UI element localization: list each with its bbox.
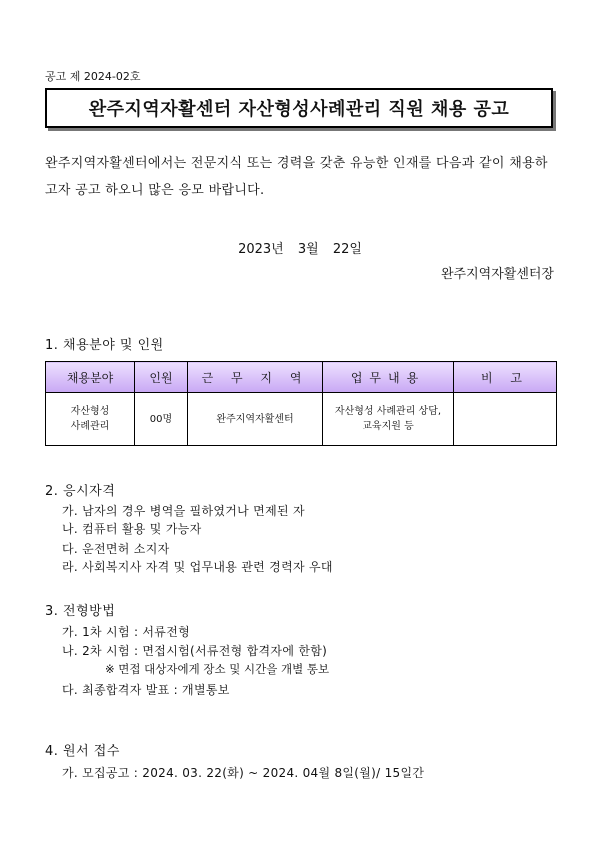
list-item: 가. 남자의 경우 병역을 필하였거나 면제된 자 — [62, 504, 305, 518]
cell-note — [454, 393, 557, 446]
cell-field — [46, 393, 135, 446]
section-2-title: 2. 응시자격 — [45, 484, 116, 499]
section-1-title: 1. 채용분야 및 인원 — [45, 338, 164, 353]
header-field: 채용분야 — [46, 362, 135, 393]
field-line-2: 사례관리 — [70, 421, 110, 432]
list-item: 가. 1차 시험 : 서류전형 — [62, 625, 190, 639]
notice-number: 공고 제 2024-02호 — [45, 70, 141, 83]
list-item: 나. 컴퓨터 활용 및 가능자 — [62, 522, 202, 536]
intro-paragraph: 완주지역자활센터에서는 전문지식 또는 경력을 갖춘 유능한 인재를 다음과 같이 채용하고자 공고 하오니 많은 응모 바랍니다. — [45, 156, 548, 198]
list-item: 가. 모집공고 : 2024. 03. 22(화) ~ 2024. 04월 8일(월)/ 15일간 — [62, 766, 425, 780]
page-title: 완주지역자활센터 자산형성사례관리 직원 채용 공고 — [88, 99, 510, 120]
table-row — [46, 393, 557, 446]
list-item: 나. 2차 시험 : 면접시험(서류전형 합격자에 한함) — [62, 644, 328, 658]
cell-location: 완주지역자활센터 — [188, 393, 323, 446]
section-3-title: 3. 전형방법 — [45, 604, 116, 619]
header-location: 근 무 지 역 — [188, 362, 323, 393]
interview-note: ※ 면접 대상자에게 장소 및 시간을 개별 통보 — [105, 662, 330, 676]
list-item: 라. 사회복지사 자격 및 업무내용 관련 경력자 우대 — [62, 560, 333, 574]
section-4-title: 4. 원서 접수 — [45, 744, 120, 759]
duty-line-2: 교육지원 등 — [362, 421, 414, 432]
duty-line-1: 자산형성 사례관리 상담, — [334, 406, 442, 417]
list-item: 다. 최종합격자 발표 : 개별통보 — [62, 683, 230, 697]
header-duty: 업무내용 — [323, 362, 454, 393]
recruitment-table — [45, 361, 557, 446]
signer: 완주지역자활센터장 — [440, 267, 554, 282]
title-banner — [45, 88, 553, 128]
announcement-date: 2023년 3월 22일 — [238, 242, 362, 257]
field-line-1: 자산형성 — [70, 406, 110, 417]
cell-duty — [323, 393, 454, 446]
table-header-row — [46, 362, 557, 393]
header-note: 비 고 — [454, 362, 557, 393]
list-item: 다. 운전면허 소지자 — [62, 542, 170, 556]
cell-count: 00명 — [135, 393, 188, 446]
header-count: 인원 — [135, 362, 188, 393]
